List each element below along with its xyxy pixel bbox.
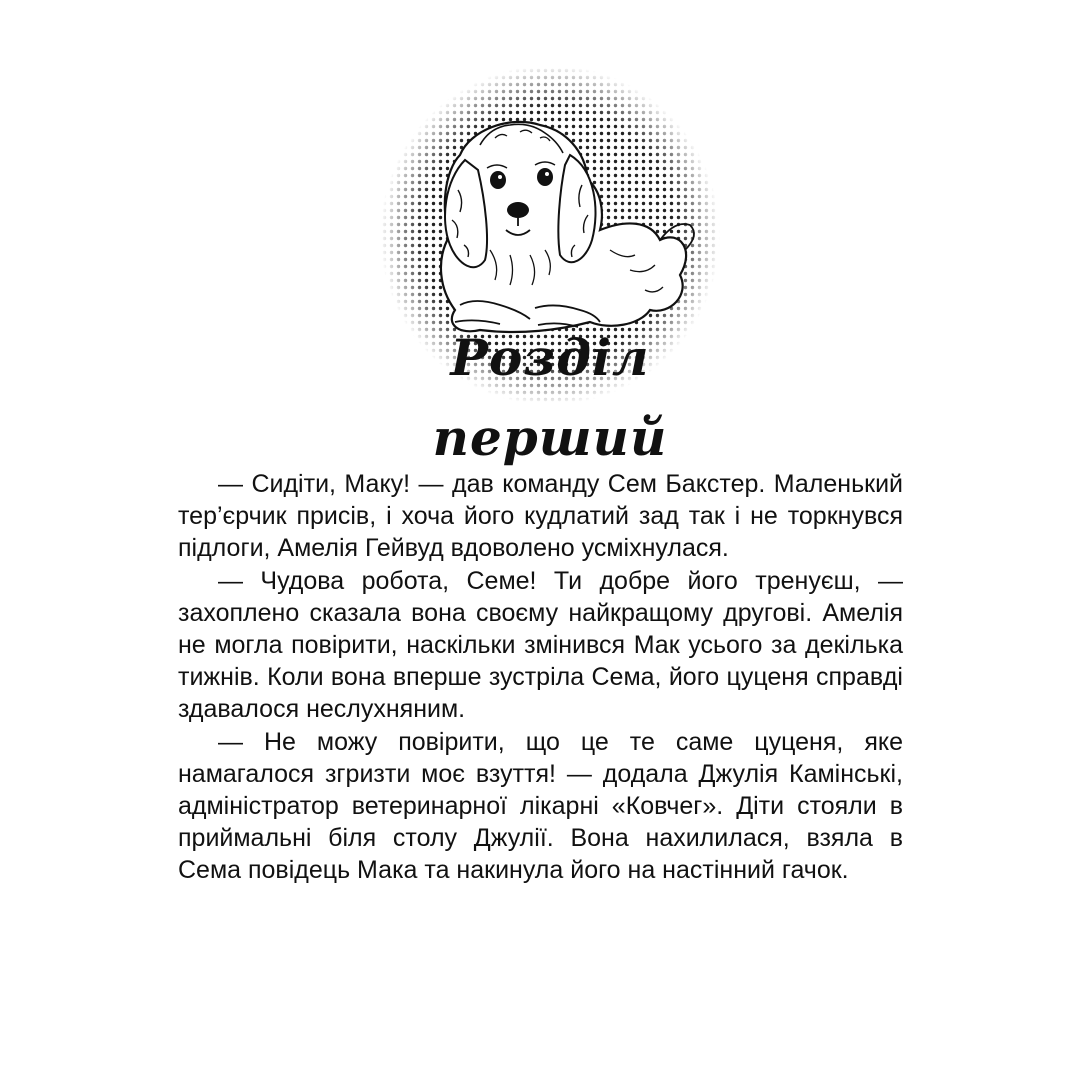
chapter-body [178, 468, 903, 887]
paragraph: — Не можу повірити, що це те саме цуценя, яке намагалося згризти моє взуття! — додала Джулія Камінські, адміністратор ветеринарної лікарні «Ковчег». Діти стояли в приймальні біля столу Джулії. Вона нахилилася, взяла в Сема повідець Мака та накинула його на настінний гачок. [178, 727, 903, 885]
paragraph: — Чудова робота, Семе! Ти добре його тренуєш, — захоплено сказала вона своєму найкращому другові. Амелія не могла повірити, наскільки змінився Мак усього за декілька тижнів. Коли вона вперше зустріла Сема, його цуценя справді здавалося неслухняним. [178, 566, 903, 724]
paragraph: — Сидіти, Маку! — дав команду Сем Бакстер. Маленький тер’єрчик присів, і хоча його кудлатий зад так і не торкнувся підлоги, Амелія Гейвуд вдоволено усміхнулася. [178, 470, 903, 563]
chapter-title: Розділ перший [432, 328, 668, 467]
